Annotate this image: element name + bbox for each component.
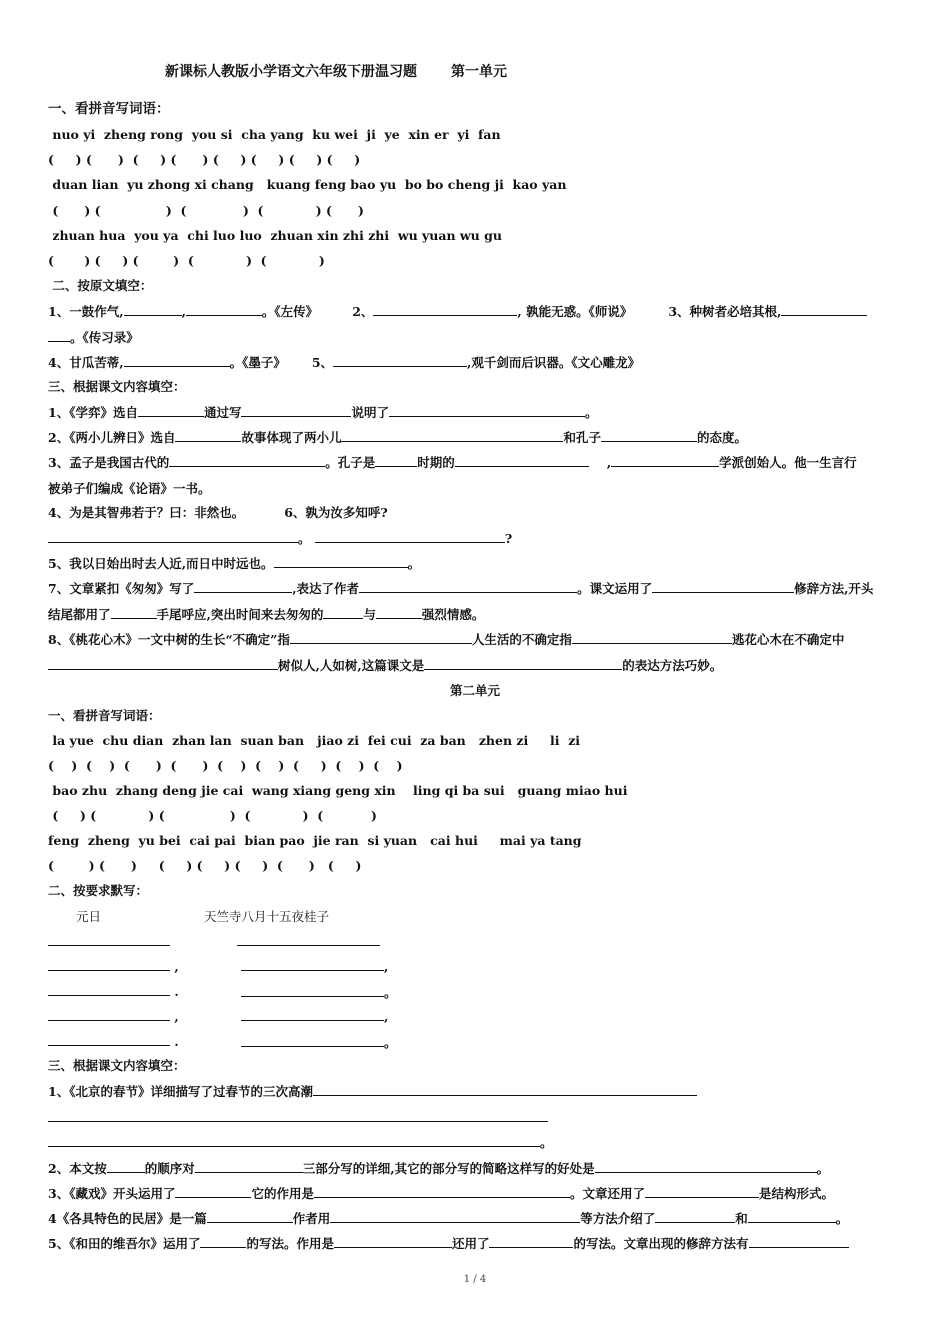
blank[interactable] <box>389 404 585 417</box>
pinyin-row: duan lian yu zhong xi chang kuang feng bao yu bo bo cheng ji kao yan <box>48 177 567 192</box>
poem-line[interactable]: , <box>241 1008 388 1024</box>
blank[interactable] <box>595 1160 817 1173</box>
blank[interactable] <box>290 631 472 644</box>
blank[interactable] <box>186 303 262 316</box>
blank[interactable] <box>274 555 408 568</box>
blank[interactable] <box>330 1210 580 1223</box>
blank[interactable] <box>175 1185 251 1198</box>
blank[interactable] <box>489 1235 573 1248</box>
section-heading: 一、看拼音写词语： <box>48 101 170 117</box>
fill-question: 3、《藏戏》开头运用了 它的作用是 。文章还用了 是结构形式。 <box>48 1186 834 1201</box>
poem-line[interactable] <box>48 933 170 949</box>
blank[interactable] <box>655 1210 735 1223</box>
blank[interactable] <box>315 530 505 543</box>
blank[interactable] <box>333 354 467 367</box>
fill-question: 4、为是其智弗若于？曰：非然也。 6、孰为汝多知呼? <box>48 505 388 520</box>
answer-brackets[interactable]: ( ) ( ) ( ) ( ) ( ) ( ) ( ) ( ) <box>48 152 361 167</box>
fill-question: 1、一鼓作气, , 。《左传》 2、 , 孰能无惑。《师说》 3、种树者必培其根, <box>48 303 904 320</box>
unit-label: 第二单元 <box>449 683 500 698</box>
fill-question: 4、甘瓜苦蒂, 。《墨子》 5、 ,观千剑而后识器。《文心雕龙》 <box>48 355 641 370</box>
blank[interactable] <box>748 1210 836 1223</box>
fill-question: 。 ? <box>48 530 904 547</box>
fill-question: 。《传习录》 <box>48 329 904 346</box>
blank[interactable] <box>749 1235 849 1248</box>
blank[interactable] <box>48 1109 548 1122</box>
blank[interactable] <box>455 454 589 467</box>
poem-line[interactable]: , <box>48 958 179 974</box>
blank[interactable] <box>138 404 204 417</box>
blank[interactable] <box>48 657 278 670</box>
unit-label: 第一单元 <box>451 64 507 80</box>
fill-question: 2、本文按 的顺序对 三部分写的详细,其它的部分写的简略这样写的好处是 。 <box>48 1161 830 1176</box>
blank[interactable] <box>334 1235 452 1248</box>
pinyin-row: nuo yi zheng rong you si cha yang ku wei ji ye xin er yi fan <box>48 127 501 142</box>
pinyin-row: feng zheng yu bei cai pai bian pao jie ran si yuan cai hui mai ya tang <box>48 833 582 848</box>
blank[interactable] <box>611 454 719 467</box>
blank[interactable] <box>375 454 417 467</box>
blank[interactable] <box>175 429 241 442</box>
blank[interactable] <box>124 303 182 316</box>
blank[interactable] <box>200 1235 246 1248</box>
poem-line[interactable]: , <box>241 958 388 974</box>
poem-line[interactable]: . <box>48 1033 179 1049</box>
poem-line[interactable]: . <box>48 983 179 999</box>
blank[interactable] <box>169 454 325 467</box>
pinyin-row: zhuan hua you ya chi luo luo zhuan xin zhi zhi wu yuan wu gu <box>48 228 502 243</box>
answer-brackets[interactable]: ( ) ( ) ( ) ( ) ( ) <box>48 253 325 268</box>
poem-line[interactable]: 。 <box>241 1033 397 1051</box>
poem-line[interactable] <box>237 933 380 949</box>
section-heading: 三、根据课文内容填空： <box>48 1058 186 1073</box>
blank[interactable] <box>241 404 351 417</box>
blank[interactable] <box>48 530 298 543</box>
fill-question: 5、《和田的维吾尔》运用了 的写法。作用是 还用了 的写法。文章出现的修辞方法有 <box>48 1235 904 1252</box>
blank[interactable] <box>376 606 422 619</box>
page-number: 1 / 4 <box>463 1274 487 1285</box>
blank[interactable] <box>313 1083 697 1096</box>
section-heading: 二、按要求默写： <box>48 883 149 898</box>
fill-question: 。 <box>48 1134 904 1151</box>
answer-brackets[interactable]: ( ) ( ) ( ) ( ) ( ) <box>48 203 364 218</box>
poem-line[interactable]: 。 <box>241 983 397 1001</box>
blank[interactable] <box>601 429 697 442</box>
blank[interactable] <box>424 657 622 670</box>
fill-question: 树似人,人如树,这篇课文是 的表达方法巧妙。 <box>48 657 904 674</box>
poem-title: 元日 <box>76 909 102 924</box>
section-heading: 二、按原文填空： <box>48 278 153 293</box>
fill-question: 3、孟子是我国古代的 。孔子是 时期的 , 学派创始人。他一生言行 <box>48 455 857 470</box>
pinyin-row: la yue chu dian zhan lan suan ban jiao zi fei cui za ban zhen zi li zi <box>48 733 581 748</box>
fill-question <box>48 1109 904 1126</box>
blank[interactable] <box>124 354 230 367</box>
page-title: 新课标人教版小学语文六年级下册温习题 第一单元 <box>165 64 507 80</box>
answer-brackets[interactable]: ( ) ( ) ( ) ( ) ( ) ( ) ( ) ( ) ( ) <box>48 758 403 773</box>
fill-question: 4《各具特色的民居》是一篇 作者用 等方法介绍了 和 。 <box>48 1211 849 1226</box>
fill-question: 被弟子们编成《论语》一书。 <box>48 481 211 496</box>
blank[interactable] <box>373 303 517 316</box>
answer-brackets[interactable]: ( ) ( ) ( ) ( ) ( ) <box>48 808 377 823</box>
pinyin-row: bao zhu zhang deng jie cai wang xiang geng xin ling qi ba sui guang miao hui <box>48 783 628 798</box>
blank[interactable] <box>314 1185 570 1198</box>
blank[interactable] <box>781 303 867 316</box>
blank[interactable] <box>195 1160 303 1173</box>
blank[interactable] <box>572 631 732 644</box>
section-heading: 三、根据课文内容填空： <box>48 379 186 394</box>
section-heading: 一、看拼音写词语： <box>48 708 161 723</box>
blank[interactable] <box>48 1134 540 1147</box>
blank[interactable] <box>111 606 157 619</box>
poem-title: 天竺寺八月十五夜桂子 <box>204 909 330 924</box>
fill-question: 8、《桃花心木》一文中树的生长“不确定”指 人生活的不确定指 逃花心木在不确定中 <box>48 632 845 647</box>
blank[interactable] <box>652 580 794 593</box>
blank[interactable] <box>48 329 70 342</box>
answer-brackets[interactable]: ( ) ( ) ( ) ( ) ( ) ( ) ( ) <box>48 858 362 873</box>
blank[interactable] <box>107 1160 145 1173</box>
blank[interactable] <box>359 580 577 593</box>
fill-question: 7、文章紧扣《匆匆》写了 ,表达了作者 。课文运用了 修辞方法,开头 <box>48 581 874 596</box>
blank[interactable] <box>194 580 292 593</box>
fill-question: 1、《学弈》选自 通过写 说明了 。 <box>48 405 598 420</box>
fill-question: 5、我以日始出时去人近,而日中时远也。 。 <box>48 556 421 571</box>
poem-line[interactable]: , <box>48 1008 179 1024</box>
fill-question: 2、《两小儿辨日》选自 故事体现了两小儿 和孔子 的态度。 <box>48 430 747 445</box>
fill-question: 结尾都用了 手尾呼应,突出时间来去匆匆的 与 强烈情感。 <box>48 607 485 622</box>
fill-question: 1、《北京的春节》详细描写了过春节的三次高潮 <box>48 1083 904 1100</box>
blank[interactable] <box>341 429 563 442</box>
blank[interactable] <box>323 606 363 619</box>
blank[interactable] <box>207 1210 293 1223</box>
blank[interactable] <box>645 1185 759 1198</box>
